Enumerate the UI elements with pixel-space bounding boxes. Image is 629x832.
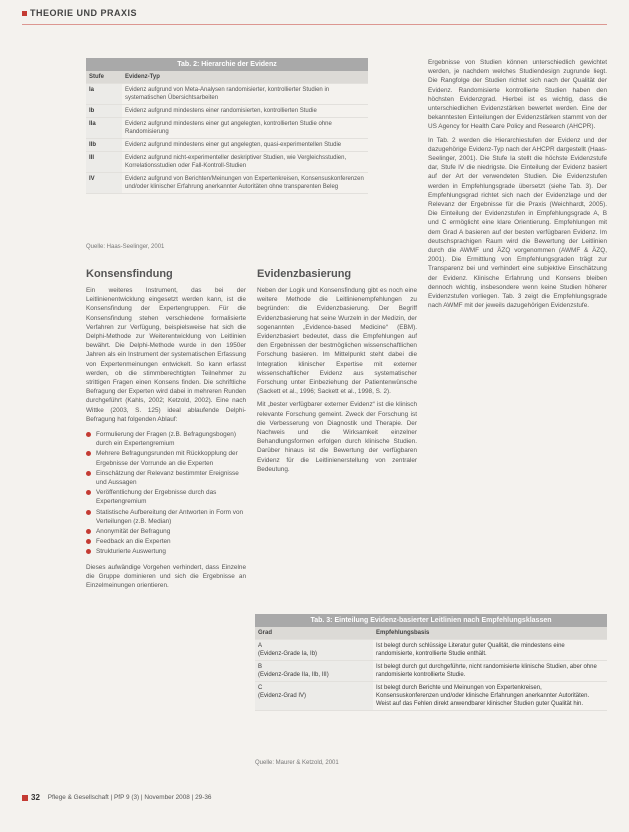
grade-description: Ist belegt durch schlüssige Literatur guter Qualität, die mindestens eine randomisierte, kontrollierte Studie enthält. [373,640,607,661]
journal-name: Pflege & Gesellschaft [47,794,109,802]
grade-cell [255,661,373,682]
list-item: Anonymität der Befragung [86,527,246,536]
table-row [86,139,368,152]
bullet-icon [86,471,91,476]
bullet-icon [86,490,91,495]
list-item: Mehrere Befragungsrunden mit Rückkopplung der Ergebnisse der Vorrunde an die Experten [86,449,246,467]
section-marker-icon [22,11,27,16]
section-heading: Evidenzbasierung [257,268,352,280]
evidence-description: Evidenz aufgrund mindestens einer gut angelegten, kontrollierten Studie ohne Randomisierung [122,118,368,139]
page-marker-icon [22,795,28,801]
page-range: 29-36 [195,794,212,802]
evidence-description: Evidenz aufgrund von Berichten/Meinungen von Expertenkreisen, Konsensuskonferenzen und/oder klinischer Erfahrung anerkannter Autoritäten ohne transparenten Beleg [122,173,368,194]
paragraph: In Tab. 2 werden die Hierarchiestufen der Evidenz und der dazugehörige Evidenz-Typ nach der AHCPR dargestellt (Haas-Seelinger, 2001). Die Stufe Ia stellt die höchste Evidenzstufe dar, Stufe IV die niedrigste. Die Einteilung der Evidenz basiert auf der Art der verwendeten Studien. Die Evidenzstufen werden in Empfehlungsgrade übersetzt (siehe Tab. 3). Der Empfehlungsgrad richtet sich nach der Evidenzlage und der Relevanz der Ergebnisse für die Praxis (Weichhardt, 2005). Die Einteilung der Evidenzstufen in Empfehlungsgrade A, B und C ermöglicht eine klare Orientierung. Empfehlungen mit dem Grad A basieren auf der besten verfügbaren Evidenz. Im deutschsprachigen Raum wird die Bewertung der Leitlinien durch die AWMF und ÄZQ vorgenommen (AWMF & ÄZQ, 2001). Die Ermittlung von Empfehlungsgraden trägt zur Transparenz bei und verhindert eine subjektive Einschätzung der Evidenz. Klinische Erfahrung und Konsens bleiben dennoch wichtig, insbesondere wenn keine Studien höherer Evidenzstufen vorliegen. Tab. 3 zeigt die Empfehlungsgrade nach AWMF mit der jeweils dazugehörigen Evidenzstufe. [428,136,607,310]
journal-issue: PfP 9 (3) [114,794,140,802]
paragraph: Ergebnisse von Studien können unterschiedlich gewichtet werden, je nachdem welches Studiendesign zugrunde liegt. Die Rangfolge der Studien richtet sich nach der Qualität der Evidenz. Randomisierte kontrollierte Studien haben den höchsten Evidenzgrad. Hierbei ist es wichtig, dass die unterschiedlichen Evidenzstärken bewertet werden. Eine der bekanntesten Einteilungen der Evidenzstärken stammt von der US Agency for Health Care Policy and Research (AHCPR). [428,59,607,131]
list-item: Veröffentlichung der Ergebnisse durch das Expertengremium [86,488,246,506]
grade-evidence: (Evidenz-Grad IV) [258,693,307,699]
column-left [86,268,246,590]
table-row [255,682,607,711]
grade-letter: C [258,685,263,691]
table-row [86,84,368,105]
bullet-icon [86,529,91,534]
grade-cell [255,640,373,661]
evidence-description: Evidenz aufgrund von Meta-Analysen randomisierter, kontrollierter Studien in systematischen Übersichtsarbeiten [122,84,368,105]
evidence-level: Ib [86,105,122,118]
table-row [86,173,368,194]
grade-letter: B [258,664,263,670]
header-divider [22,24,607,25]
paragraph: Ein weiteres Instrument, das bei der Leitlinienentwicklung eingesetzt werden kann, ist die Konsensfindung der Expertengruppen. Für die Konsensfindung stehen verschiedene formalisierte Verfahren zur Verfügung, beispielsweise hat sich die Delphi-Methode zur Weiterentwicklung von Leitlinien bewährt. Die Delphi-Methode wurde in den 1950er Jahren als ein Instrument der systematischen Erfassung von Expertenmeinungen entwickelt. So kann erfasst werden, ob die stimmberechtigten Teilnehmer zu strittigen Fragen einen Konsens finden. Die schriftliche Befragung der Experten wird dabei in mehreren Runden durchgeführt (Kahls, 2002; Ketzold, 2002). Eine nach Wittke (2003, S. 125) ideal ablaufende Delphi-Befragung hat folgenden Ablauf: [86,287,246,423]
evidence-description: Evidenz aufgrund mindestens einer randomisierten, kontrollierten Studie [122,105,368,118]
bullet-icon [86,510,91,515]
recommendation-grades-table [255,614,607,711]
table-row [86,152,368,173]
column-header-grade: Grad [255,627,373,640]
table-row [86,105,368,118]
column-header-basis: Empfehlungsbasis [373,627,607,640]
column-header-level: Stufe [86,71,122,84]
bullet-list [86,430,246,557]
table-row [86,118,368,139]
evidence-description: Evidenz aufgrund mindestens einer gut angelegten, quasi-experimentellen Studie [122,139,368,152]
table-source: Quelle: Maurer & Ketzold, 2001 [255,760,339,766]
table-row [255,661,607,682]
table-title: Tab. 2: Hierarchie der Evidenz [86,58,368,71]
table-source: Quelle: Haas-Seelinger, 2001 [86,244,165,250]
bullet-icon [86,451,91,456]
bullet-icon [86,539,91,544]
paragraph: Dieses aufwändige Vorgehen verhindert, dass Einzelne die Gruppe dominieren und sich die Ergebnisse an Einzelmeinungen orientieren. [86,563,246,590]
list-item: Einschätzung der Relevanz bestimmter Ereignisse und Aussagen [86,469,246,487]
list-item: Formulierung der Fragen (z.B. Befragungsbogen) durch ein Expertengremium [86,430,246,448]
evidence-hierarchy-table [86,58,368,194]
grade-cell [255,682,373,711]
page-footer: 32 Pflege & Gesellschaft | PfP 9 (3) | November 2008 | 29-36 [22,793,607,802]
page-number: 32 [31,793,40,802]
evidence-level: IIa [86,118,122,139]
grade-letter: A [258,643,263,649]
grade-description: Ist belegt durch gut durchgeführte, nicht randomisierte klinische Studien, aber ohne randomisierte kontrollierte Studie. [373,661,607,682]
table-row [255,640,607,661]
section-title: THEORIE UND PRAXIS [30,8,138,18]
evidence-level: Ia [86,84,122,105]
evidence-description: Evidenz aufgrund nicht-experimenteller deskriptiver Studien, wie Vergleichsstudien, Korrelationsstudien oder Fall-Kontroll-Studien [122,152,368,173]
bullet-icon [86,549,91,554]
paragraph: Mit „bester verfügbarer externer Evidenz“ ist die klinisch relevante Forschung gemeint. Zweck der Forschung ist die Verbesserung von Diagnostik und Therapie. Der Nachweis und die Wirksamkeit einzelner Behandlungsformen erfolgen durch klinische Studien. Darüber hinaus ist die Bewertung der verfügbaren Evidenz für die Leitlinienerstellung von zentraler Bedeutung. [257,401,417,473]
section-header [22,8,137,18]
section-heading: Konsensfindung [86,268,173,280]
issue-date: November 2008 [144,794,190,802]
grade-description: Ist belegt durch Berichte und Meinungen von Expertenkreisen, Konsensuskonferenzen und/oder klinische Erfahrungen anerkannter Autoritäten. Weist auf das Fehlen direkt anwendbarer klinischer Studien guter Qualität hin. [373,682,607,711]
grade-evidence: (Evidenz-Grade IIa, IIb, III) [258,672,329,678]
column-header-type: Evidenz-Typ [122,71,368,84]
evidence-level: IIb [86,139,122,152]
evidence-level: IV [86,173,122,194]
table-title: Tab. 3: Einteilung Evidenz-basierter Leitlinien nach Empfehlungsklassen [255,614,607,627]
bullet-icon [86,432,91,437]
evidence-level: III [86,152,122,173]
column-middle [257,268,417,474]
list-item: Strukturierte Auswertung [86,547,246,556]
list-item: Statistische Aufbereitung der Antworten in Form von Verteilungen (z.B. Median) [86,508,246,526]
grade-evidence: (Evidenz-Grade Ia, Ib) [258,651,318,657]
paragraph: Neben der Logik und Konsensfindung gibt es noch eine weitere Methode die Leitlinienempfehlungen zu begründen: die Evidenzbasierung. Der Begriff Evidenzbasierung hat seine Wurzeln in der Medizin, der sogenannten „Evidence-based Medicine“ (EBM). Evidenzbasiert bedeutet, dass die Empfehlungen auf den Ergebnissen der bestmöglichen wissenschaftlichen Forschung basieren. Im Mittelpunkt steht dabei die Integration klinischer Expertise mit externer wissenschaftlicher Evidenz aus systematischer Forschung unter Einbeziehung der Patientenwünsche (Sackett et al., 1996; Sackett et al., 1998, S. 2). [257,287,417,396]
column-right [428,58,607,310]
list-item: Feedback an die Experten [86,537,246,546]
